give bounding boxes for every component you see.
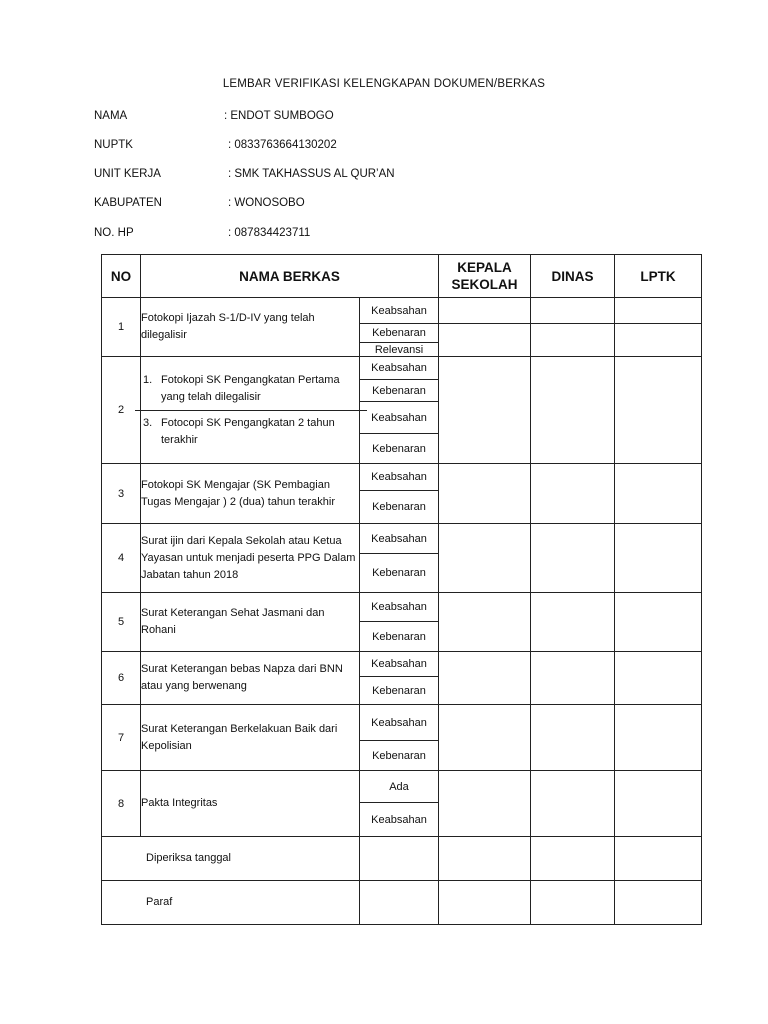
header-kepala-line1: KEPALA — [457, 260, 512, 275]
sub-item-text: Fotocopi SK Pengangkatan 2 tahun terakhir — [161, 416, 335, 446]
unit-kerja-label: UNIT KERJA — [94, 168, 161, 180]
table-row — [102, 524, 702, 554]
kepala-sekolah-cell[interactable] — [439, 298, 531, 324]
kepala-sekolah-cell[interactable] — [439, 652, 531, 705]
lptk-cell[interactable] — [615, 705, 702, 771]
lptk-cell[interactable] — [615, 357, 702, 464]
criteria-label: Kebenaran — [360, 434, 439, 464]
verification-table — [101, 254, 702, 925]
criteria-label: Keabsahan — [360, 524, 439, 554]
berkas-name: Surat Keterangan bebas Napza dari BNN atau yang berwenang — [141, 652, 360, 705]
paraf-label: Paraf — [102, 881, 360, 925]
paraf-lptk-cell[interactable] — [615, 881, 702, 925]
row-number: 1 — [102, 298, 141, 357]
header-no: NO — [102, 255, 141, 298]
kepala-sekolah-cell[interactable] — [439, 705, 531, 771]
row-number: 2 — [102, 357, 141, 464]
paraf-kepala-sekolah-cell[interactable] — [439, 881, 531, 925]
berkas-name: Fotokopi Ijazah S-1/D-IV yang telah dilegalisir — [141, 298, 360, 357]
table-row — [102, 705, 702, 741]
header-dinas: DINAS — [531, 255, 615, 298]
lptk-cell[interactable] — [615, 652, 702, 705]
lptk-cell[interactable] — [615, 324, 702, 357]
kepala-sekolah-cell[interactable] — [439, 593, 531, 652]
table-row — [102, 357, 702, 380]
dinas-cell[interactable] — [531, 771, 615, 837]
row-number: 6 — [102, 652, 141, 705]
row-number: 5 — [102, 593, 141, 652]
criteria-label: Keabsahan — [360, 705, 439, 741]
table-row — [102, 771, 702, 803]
criteria-label: Kebenaran — [360, 380, 439, 402]
diperiksa-criteria-cell[interactable] — [360, 837, 439, 881]
dinas-cell[interactable] — [531, 593, 615, 652]
diperiksa-kepala-sekolah-cell[interactable] — [439, 837, 531, 881]
table-row — [102, 593, 702, 622]
criteria-label: Relevansi — [360, 343, 439, 357]
criteria-label: Kebenaran — [360, 741, 439, 771]
criteria-label: Kebenaran — [360, 324, 439, 343]
berkas-name — [141, 357, 360, 464]
nuptk-value: : 0833763664130202 — [228, 139, 337, 151]
criteria-label: Keabsahan — [360, 593, 439, 622]
nama-value: : ENDOT SUMBOGO — [224, 110, 334, 122]
dinas-cell[interactable] — [531, 464, 615, 524]
dinas-cell[interactable] — [531, 357, 615, 464]
diperiksa-dinas-cell[interactable] — [531, 837, 615, 881]
dinas-cell[interactable] — [531, 324, 615, 357]
dinas-cell[interactable] — [531, 524, 615, 593]
dinas-cell[interactable] — [531, 298, 615, 324]
table-row — [102, 298, 702, 324]
no-hp-value: : 087834423711 — [228, 227, 311, 239]
header-kepala-sekolah — [439, 255, 531, 298]
sub-item-number: 1. — [143, 373, 153, 386]
diperiksa-lptk-cell[interactable] — [615, 837, 702, 881]
criteria-label: Keabsahan — [360, 652, 439, 677]
berkas-name: Surat ijin dari Kepala Sekolah atau Ketua Yayasan untuk menjadi peserta PPG Dalam Jabatan tahun 2018 — [141, 524, 360, 593]
criteria-label: Kebenaran — [360, 554, 439, 593]
row-number: 7 — [102, 705, 141, 771]
paraf-row — [102, 881, 702, 925]
criteria-label: Ada — [360, 771, 439, 803]
no-hp-label: NO. HP — [94, 227, 134, 239]
table-header-row — [102, 255, 702, 298]
kepala-sekolah-cell[interactable] — [439, 771, 531, 837]
kepala-sekolah-cell[interactable] — [439, 464, 531, 524]
page-title: LEMBAR VERIFIKASI KELENGKAPAN DOKUMEN/BERKAS — [222, 78, 546, 90]
diperiksa-label: Diperiksa tanggal — [102, 837, 360, 881]
nama-label: NAMA — [94, 110, 128, 122]
table-row — [102, 464, 702, 491]
criteria-label: Keabsahan — [360, 464, 439, 491]
berkas-name: Surat Keterangan Berkelakuan Baik dari Kepolisian — [141, 705, 360, 771]
berkas-name: Surat Keterangan Sehat Jasmani dan Rohani — [141, 593, 360, 652]
table-row — [102, 652, 702, 677]
kepala-sekolah-cell[interactable] — [439, 357, 531, 464]
paraf-dinas-cell[interactable] — [531, 881, 615, 925]
row-number: 4 — [102, 524, 141, 593]
lptk-cell[interactable] — [615, 298, 702, 324]
kepala-sekolah-cell[interactable] — [439, 324, 531, 357]
lptk-cell[interactable] — [615, 524, 702, 593]
berkas-name: Pakta Integritas — [141, 771, 360, 837]
dinas-cell[interactable] — [531, 652, 615, 705]
diperiksa-row — [102, 837, 702, 881]
criteria-label: Kebenaran — [360, 491, 439, 524]
criteria-label: Keabsahan — [360, 298, 439, 324]
header-nama-berkas: NAMA BERKAS — [141, 255, 439, 298]
kabupaten-label: KABUPATEN — [94, 197, 162, 209]
sub-item-text: Fotokopi SK Pengangkatan Pertama yang telah dilegalisir — [161, 373, 340, 403]
lptk-cell[interactable] — [615, 464, 702, 524]
criteria-label: Keabsahan — [360, 357, 439, 380]
row-number: 3 — [102, 464, 141, 524]
kabupaten-value: : WONOSOBO — [228, 197, 305, 209]
sub-item — [141, 368, 359, 410]
paraf-criteria-cell[interactable] — [360, 881, 439, 925]
sub-item-number: 3. — [143, 416, 153, 429]
header-kepala-line2: SEKOLAH — [451, 277, 518, 292]
criteria-label: Kebenaran — [360, 622, 439, 652]
criteria-label: Kebenaran — [360, 677, 439, 705]
unit-kerja-value: : SMK TAKHASSUS AL QUR’AN — [228, 168, 395, 180]
header-lptk: LPTK — [615, 255, 702, 298]
nuptk-label: NUPTK — [94, 139, 133, 151]
row-number: 8 — [102, 771, 141, 837]
kepala-sekolah-cell[interactable] — [439, 524, 531, 593]
criteria-label: Keabsahan — [360, 803, 439, 837]
dinas-cell[interactable] — [531, 705, 615, 771]
lptk-cell[interactable] — [615, 771, 702, 837]
lptk-cell[interactable] — [615, 593, 702, 652]
berkas-name: Fotokopi SK Mengajar (SK Pembagian Tugas Mengajar ) 2 (dua) tahun terakhir — [141, 464, 360, 524]
sub-item — [141, 411, 359, 453]
criteria-label: Keabsahan — [360, 402, 439, 434]
